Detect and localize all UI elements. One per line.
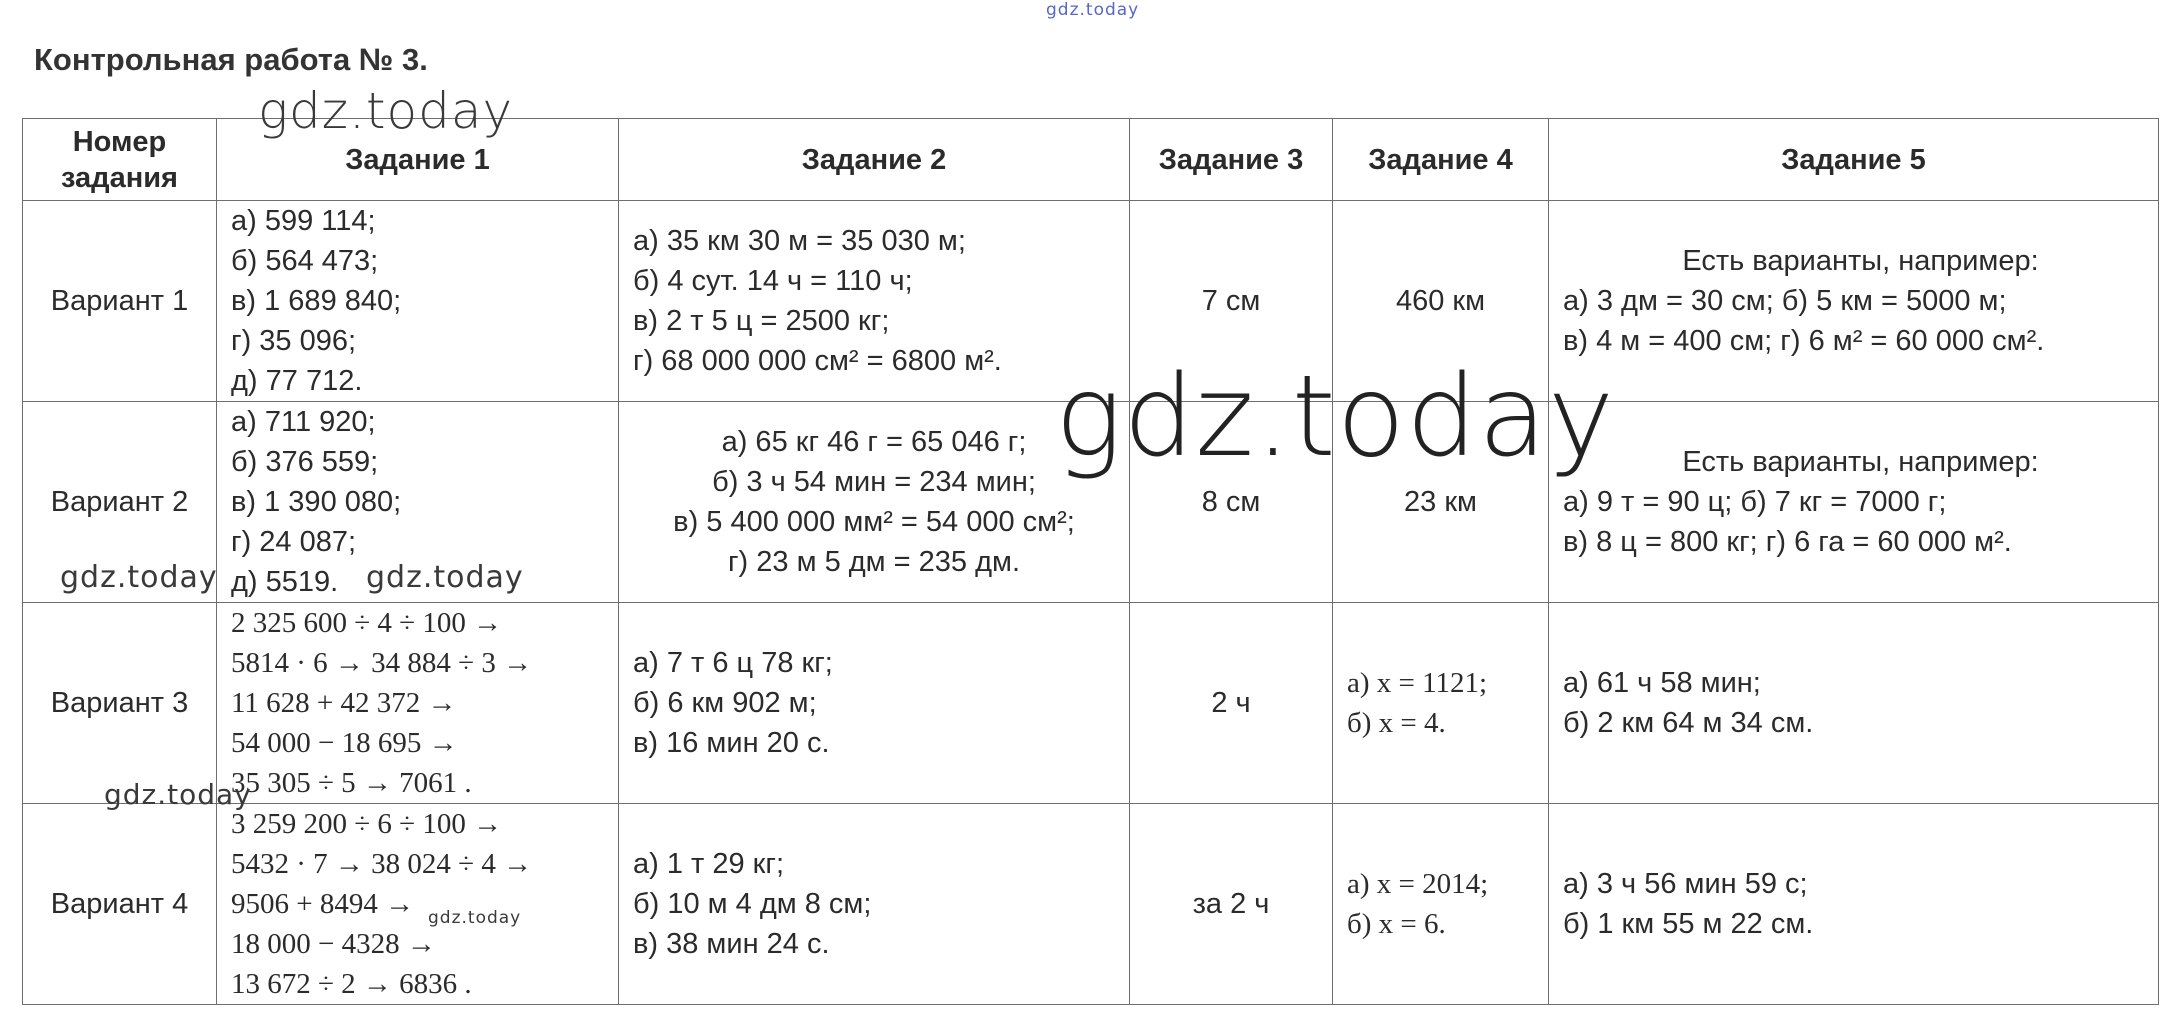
watermark-title: gdz.today xyxy=(258,82,514,140)
task-2-cell xyxy=(619,804,1130,1005)
task-2-cell xyxy=(619,603,1130,804)
answer-line: б) 4 сут. 14 ч = 110 ч; xyxy=(633,265,913,297)
task-1-cell xyxy=(217,402,619,603)
task-5-cell xyxy=(1549,201,2159,402)
answer-line: Есть варианты, например: xyxy=(1682,446,2039,478)
answer-line: 18 000 − 4328 → xyxy=(231,928,436,960)
answer-line: г) 35 096; xyxy=(231,325,357,357)
answer-line: д) 77 712. xyxy=(231,365,363,397)
answer-line: 23 км xyxy=(1404,486,1477,518)
variant-label: Вариант 4 xyxy=(23,804,217,1005)
answer-line: 54 000 − 18 695 → xyxy=(231,727,458,759)
answer-line: 9506 + 8494 → xyxy=(231,888,415,920)
answer-line: в) 2 т 5 ц = 2500 кг; xyxy=(633,305,890,337)
task-3-cell: за 2 ч xyxy=(1130,804,1333,1005)
answer-line: 35 305 ÷ 5 → 7061 . xyxy=(231,767,472,799)
task-3-cell: 7 см xyxy=(1130,201,1333,402)
answer-line: а) 65 кг 46 г = 65 046 г; xyxy=(721,426,1027,458)
task-2-cell xyxy=(619,201,1130,402)
answer-line: б) 3 ч 54 мин = 234 мин; xyxy=(712,466,1036,498)
table-row xyxy=(23,402,2159,603)
watermark-small: gdz.today xyxy=(60,560,218,595)
task-3-cell: 8 см xyxy=(1130,402,1333,603)
task-5-cell xyxy=(1549,603,2159,804)
answer-line: в) 8 ц = 800 кг; г) 6 га = 60 000 м². xyxy=(1563,526,2012,558)
answer-line: а) 1 т 29 кг; xyxy=(633,848,785,880)
answer-line: а) 3 дм = 30 см; б) 5 км = 5000 м; xyxy=(1563,285,2007,317)
answer-line: б) 6 км 902 м; xyxy=(633,687,817,719)
task-5-cell xyxy=(1549,804,2159,1005)
header-task-3: Задание 3 xyxy=(1130,119,1333,201)
task-4-cell xyxy=(1333,603,1549,804)
answer-line: а) x = 2014; xyxy=(1347,868,1489,900)
table-header-row xyxy=(23,119,2159,201)
answer-line: а) 9 т = 90 ц; б) 7 кг = 7000 г; xyxy=(1563,486,1947,518)
answer-line: 2 325 600 ÷ 4 ÷ 100 → xyxy=(231,607,503,639)
task-4-cell xyxy=(1333,201,1549,402)
answer-line: г) 23 м 5 дм = 235 дм. xyxy=(727,546,1021,578)
answer-line: б) 2 км 64 м 34 см. xyxy=(1563,707,1814,739)
header-task-number: Номер задания xyxy=(23,119,217,201)
answer-line: в) 16 мин 20 с. xyxy=(633,727,830,759)
answer-line: Есть варианты, например: xyxy=(1682,245,2039,277)
answer-line: в) 5 400 000 мм² = 54 000 см²; xyxy=(673,506,1075,538)
answer-line: а) 7 т 6 ц 78 кг; xyxy=(633,647,833,679)
answers-table xyxy=(22,118,2159,1005)
answer-line: б) x = 6. xyxy=(1347,908,1446,940)
task-4-cell xyxy=(1333,402,1549,603)
answer-line: б) 10 м 4 дм 8 см; xyxy=(633,888,872,920)
answer-line: б) 376 559; xyxy=(231,446,379,478)
task-2-cell xyxy=(619,402,1130,603)
page-title: Контрольная работа № 3. xyxy=(34,42,428,77)
answer-line: а) 61 ч 58 мин; xyxy=(1563,667,1761,699)
header-task-1: Задание 1 xyxy=(217,119,619,201)
answer-line: 11 628 + 42 372 → xyxy=(231,687,457,719)
answer-line: 5432 · 7 → 38 024 ÷ 4 → xyxy=(231,848,533,880)
answer-line: а) 711 920; xyxy=(231,406,376,438)
answer-line: в) 38 мин 24 с. xyxy=(633,928,830,960)
answer-line: г) 68 000 000 см² = 6800 м². xyxy=(633,345,1002,377)
task-5-cell xyxy=(1549,402,2159,603)
answer-line: в) 4 м = 400 см; г) 6 м² = 60 000 см². xyxy=(1563,325,2045,357)
table-row xyxy=(23,201,2159,402)
answer-line: а) 3 ч 56 мин 59 с; xyxy=(1563,868,1808,900)
task-1-cell xyxy=(217,603,619,804)
answer-line: д) 5519. xyxy=(231,566,339,598)
task-3-cell: 2 ч xyxy=(1130,603,1333,804)
answer-line: 5814 · 6 → 34 884 ÷ 3 → xyxy=(231,647,533,679)
answer-line: б) x = 4. xyxy=(1347,707,1446,739)
task-4-cell xyxy=(1333,804,1549,1005)
watermark-tiny: gdz.today xyxy=(428,908,522,928)
watermark-large: gdz.today xyxy=(1055,352,1616,482)
answer-line: б) 1 км 55 м 22 см. xyxy=(1563,908,1814,940)
header-task-4: Задание 4 xyxy=(1333,119,1549,201)
variant-label: Вариант 3 xyxy=(23,603,217,804)
task-1-cell xyxy=(217,201,619,402)
answer-line: а) 599 114; xyxy=(231,205,376,237)
answer-line: 3 259 200 ÷ 6 ÷ 100 → xyxy=(231,808,503,840)
answer-line: б) 564 473; xyxy=(231,245,379,277)
answer-line: 460 км xyxy=(1395,285,1486,317)
answer-line: а) x = 1121; xyxy=(1347,667,1488,699)
watermark-top: gdz.today xyxy=(1046,0,1140,20)
task-1-cell xyxy=(217,804,619,1005)
answer-line: 13 672 ÷ 2 → 6836 . xyxy=(231,968,472,1000)
header-task-2: Задание 2 xyxy=(619,119,1130,201)
answer-line: а) 35 км 30 м = 35 030 м; xyxy=(633,225,966,257)
header-task-5: Задание 5 xyxy=(1549,119,2159,201)
table-row xyxy=(23,603,2159,804)
answer-line: г) 24 087; xyxy=(231,526,357,558)
variant-label: Вариант 2 xyxy=(23,402,217,603)
watermark-small: gdz.today xyxy=(104,778,252,811)
answer-line: в) 1 390 080; xyxy=(231,486,402,518)
watermark-small: gdz.today xyxy=(366,560,524,595)
variant-label: Вариант 1 xyxy=(23,201,217,402)
answer-line: в) 1 689 840; xyxy=(231,285,402,317)
table-row xyxy=(23,804,2159,1005)
